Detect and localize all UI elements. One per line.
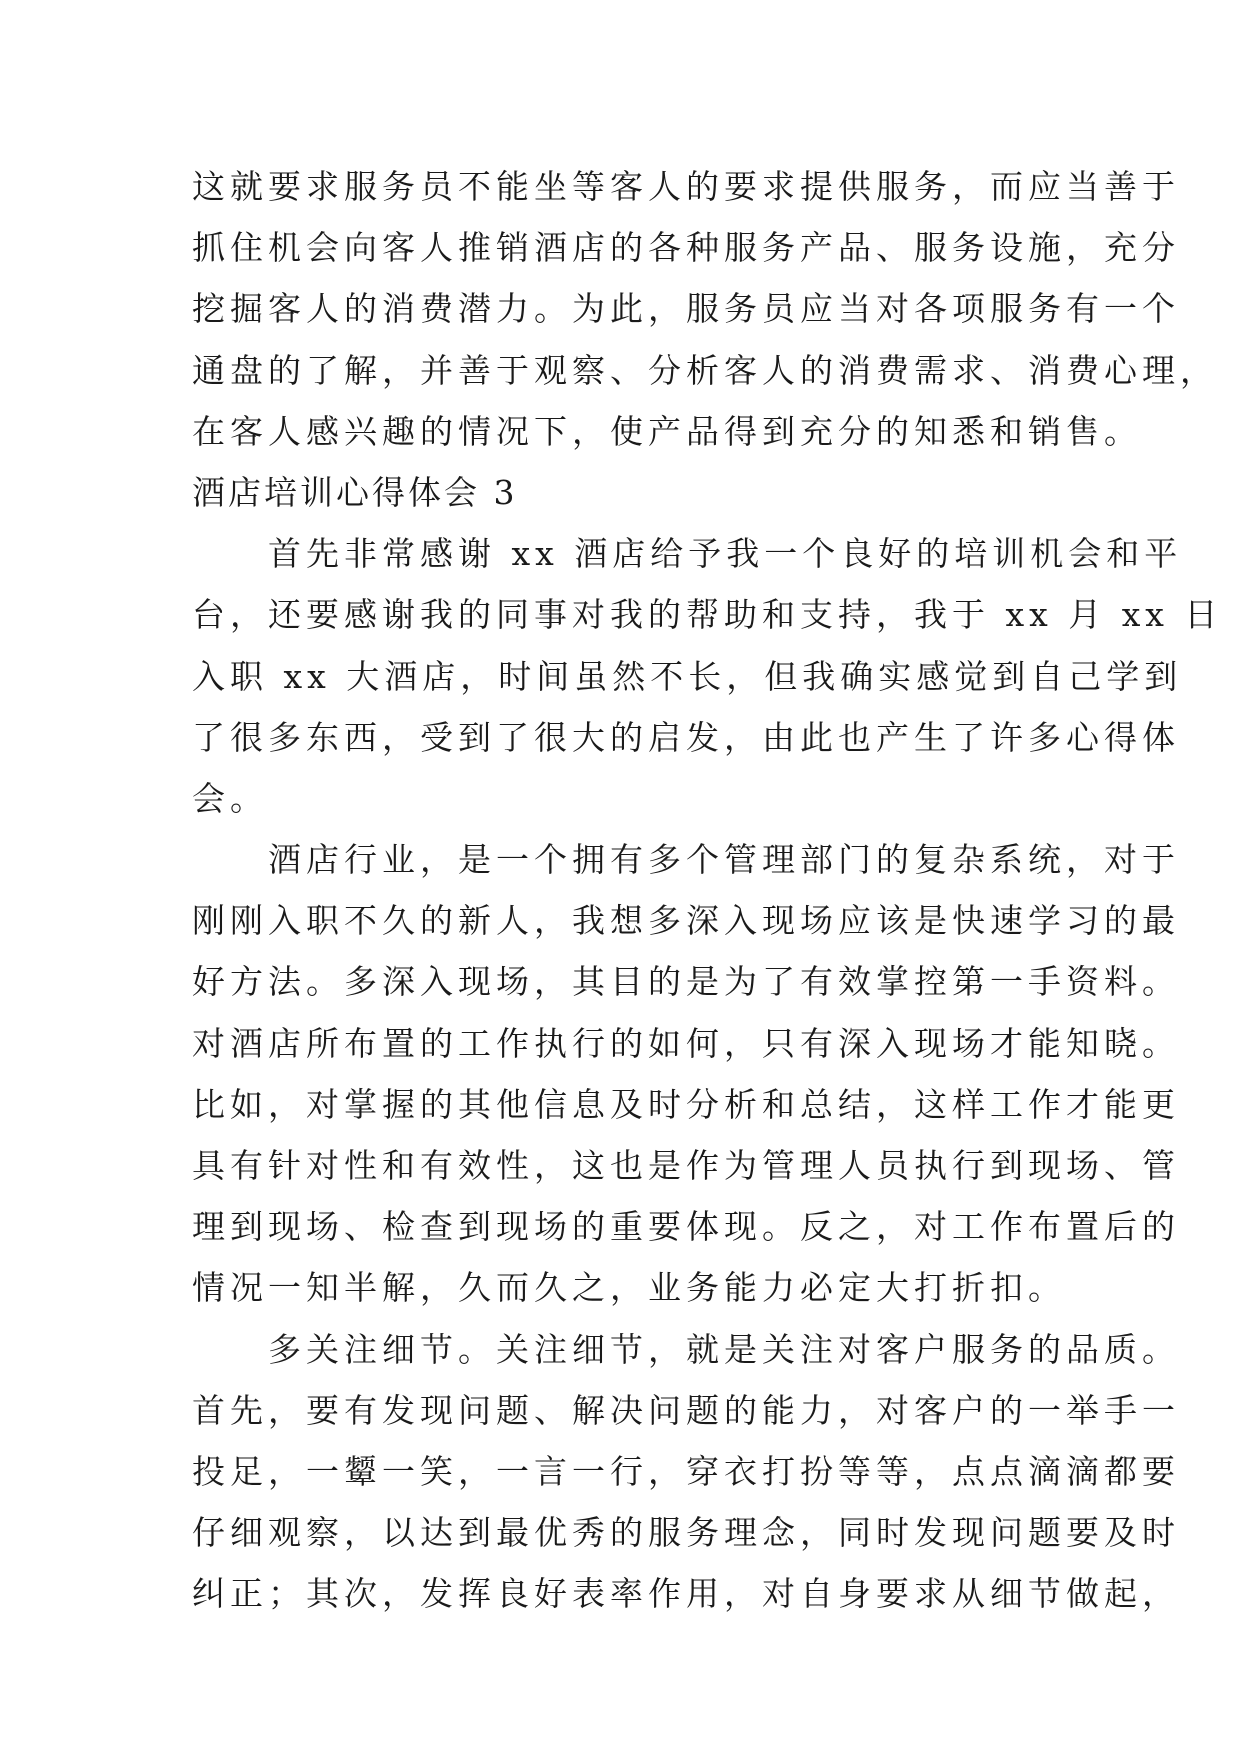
- text-line: 挖掘客人的消费潜力。为此，服务员应当对各项服务有一个: [192, 289, 1180, 329]
- section-heading: 酒店培训心得体会 3: [192, 472, 518, 512]
- text-line: 首先非常感谢 xx 酒店给予我一个良好的培训机会和平: [192, 534, 1183, 574]
- text-line: 纠正；其次，发挥良好表率作用，对自身要求从细节做起，: [192, 1574, 1180, 1614]
- text-line: 对酒店所布置的工作执行的如何，只有深入现场才能知晓。: [192, 1023, 1180, 1063]
- document-body: [192, 156, 1223, 1625]
- text-line: 多关注细节。关注细节，就是关注对客户服务的品质。: [192, 1329, 1180, 1369]
- text-line: 情况一知半解，久而久之，业务能力必定大打折扣。: [192, 1268, 1066, 1308]
- text-line: 投足，一颦一笑，一言一行，穿衣打扮等等，点点滴滴都要: [192, 1451, 1180, 1491]
- text-line: 通盘的了解，并善于观察、分析客人的消费需求、消费心理，: [192, 350, 1218, 390]
- text-line: 抓住机会向客人推销酒店的各种服务产品、服务设施，充分: [192, 228, 1180, 268]
- text-line: 会。: [192, 778, 268, 818]
- text-line: 酒店行业，是一个拥有多个管理部门的复杂系统，对于: [192, 840, 1180, 880]
- text-line: 好方法。多深入现场，其目的是为了有效掌控第一手资料。: [192, 962, 1180, 1002]
- text-line: 这就要求服务员不能坐等客人的要求提供服务，而应当善于: [192, 167, 1180, 206]
- text-line: 刚刚入职不久的新人，我想多深入现场应该是快速学习的最: [192, 901, 1180, 941]
- text-line: 在客人感兴趣的情况下，使产品得到充分的知悉和销售。: [192, 411, 1142, 451]
- text-line: 台，还要感谢我的同事对我的帮助和支持，我于 xx 月 xx 日: [192, 595, 1223, 635]
- text-line: 仔细观察，以达到最优秀的服务理念，同时发现问题要及时: [192, 1513, 1180, 1553]
- text-line: 理到现场、检查到现场的重要体现。反之，对工作布置后的: [192, 1207, 1180, 1247]
- text-line: 比如，对掌握的其他信息及时分析和总结，这样工作才能更: [192, 1084, 1180, 1124]
- text-line: 入职 xx 大酒店，时间虽然不长，但我确实感觉到自己学到: [192, 656, 1183, 696]
- text-line: 首先，要有发现问题、解决问题的能力，对客户的一举手一: [192, 1390, 1180, 1430]
- text-line: 具有针对性和有效性，这也是作为管理人员执行到现场、管: [192, 1146, 1180, 1185]
- text-line: 了很多东西，受到了很大的启发，由此也产生了许多心得体: [192, 717, 1180, 757]
